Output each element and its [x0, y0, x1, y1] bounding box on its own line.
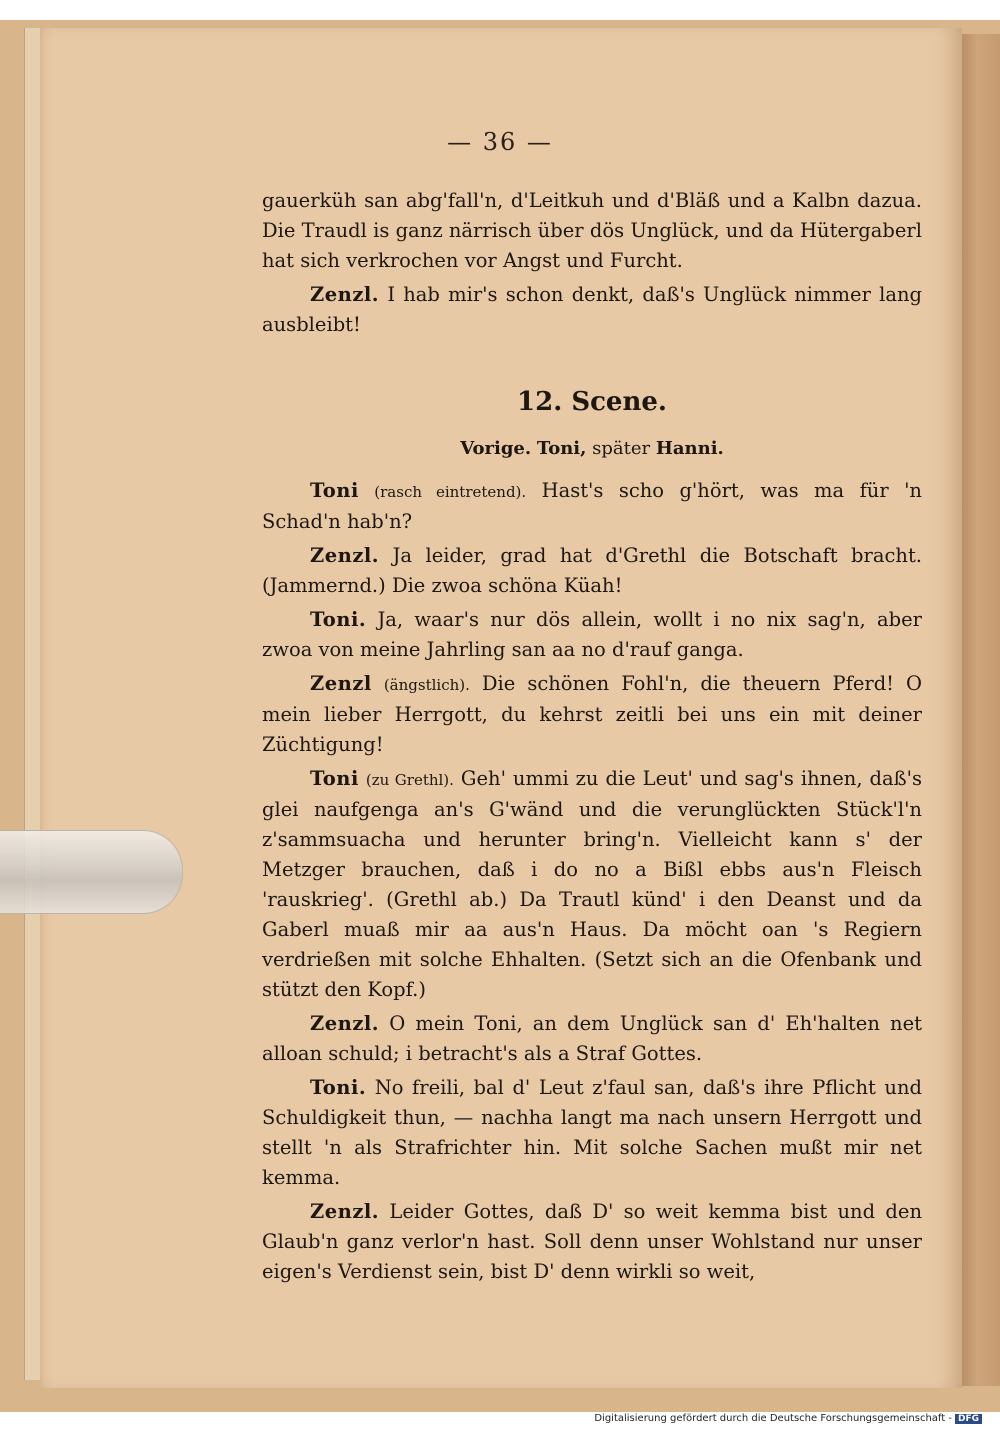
speech: [262, 541, 922, 601]
stage-direction: (rasch eintretend).: [374, 483, 527, 501]
speech: [262, 669, 922, 760]
speaker-name: Zenzl.: [310, 283, 380, 306]
speaker-name: Toni: [310, 767, 359, 790]
speech-text: O mein Toni, an dem Unglück san d' Eh'halten net alloan schuld; i betracht's als a Straf Gottes.: [262, 1012, 922, 1065]
speaker-name: Zenzl.: [310, 1012, 380, 1035]
cast-hanni: Hanni.: [655, 438, 724, 459]
speech-text: Ja leider, grad hat d'Grethl die Botschaft bracht. (Jammernd.) Die zwoa schöna Küah!: [262, 544, 922, 597]
speech-text: Die schönen Fohl'n, die theuern Pferd! O mein lieber Herrgott, du kehrst zeitli bei uns ein mit deiner Züchtigung!: [262, 672, 923, 756]
speech-text: Geh' ummi zu die Leut' und sag's ihnen, daß's glei naufgenga an's G'wänd und die verunglückten Stück'l'n z'sammsuacha und herunter bring'n. Vielleicht kann s' der Metzger brauchen, daß i do no a Bißl ebbs aus'n Fleisch 'rauskrieg'. (Grethl ab.) Da Trautl künd' i den Deanst und da Gaberl muaß mir aa aus'n Haus. Da möcht oan 's Regiern verdrießen mit solche Ehhalten. (Setzt sich an die Ofenbank und stützt den Kopf.): [262, 767, 922, 1001]
speaker-name: Zenzl: [310, 672, 372, 695]
speech: [262, 764, 922, 1005]
speaker-name: Toni.: [310, 1076, 367, 1099]
stage-direction: (ängstlich).: [383, 676, 470, 694]
speech: [262, 1009, 922, 1069]
dfg-logo: DFG: [955, 1414, 982, 1424]
cast-vorige: Vorige.: [460, 438, 532, 459]
speech-text: Hast's scho g'hört, was ma für 'n Schad'n hab'n?: [262, 479, 922, 533]
speech: [262, 1197, 922, 1287]
page-text: [262, 186, 922, 1291]
page-edges-right: [962, 34, 1000, 1386]
digitization-footer: [594, 1413, 982, 1424]
speech: [262, 605, 922, 665]
speaker-name: Toni: [310, 479, 359, 502]
speech-text: Leider Gottes, daß D' so weit kemma bist und den Glaub'n ganz verlor'n hast. Soll denn unser Wohlstand nur unser eigen's Verdienst sein, bist D' denn wirkli so weit,: [262, 1200, 922, 1283]
cast-spaeter: später: [592, 438, 651, 459]
speech-zenzl-1: [262, 280, 922, 340]
speech-text: Ja, waar's nur dös allein, wollt i no nix sag'n, aber zwoa von meine Jahrling san aa no d'rauf ganga.: [262, 608, 922, 661]
speaker-name: Toni.: [310, 608, 367, 631]
stage-direction: (zu Grethl).: [365, 771, 454, 789]
speech-text: No freili, bal d' Leut z'faul san, daß's ihre Pflicht und Schuldigkeit thun, — nachha langt ma nach unsern Herrgott und stellt 'n als Strafrichter hin. Mit solche Sachen mußt mir net kemma.: [262, 1076, 923, 1189]
speaker-name: Zenzl.: [310, 1200, 380, 1223]
speech: [262, 476, 922, 537]
page-number: — 36 —: [447, 128, 553, 156]
bookmark-clip: [0, 830, 183, 914]
speech-text: I hab mir's schon denkt, daß's Unglück nimmer lang ausbleibt!: [262, 283, 922, 336]
speaker-name: Zenzl.: [310, 544, 380, 567]
cast-toni: Toni,: [536, 438, 587, 459]
speech: [262, 1073, 922, 1193]
page-edges-left: [24, 28, 41, 1380]
footer-text: Digitalisierung gefördert durch die Deutsche Forschungsgemeinschaft -: [594, 1413, 952, 1424]
cast-line: [262, 434, 922, 464]
paragraph-top: gauerküh san abg'fall'n, d'Leitkuh und d'Bläß und a Kalbn dazua. Die Traudl is ganz närrisch über dös Unglück, und da Hütergaberl hat sich verkrochen vor Angst und Furcht.: [262, 189, 922, 272]
scene-title: 12. Scene.: [517, 387, 667, 417]
